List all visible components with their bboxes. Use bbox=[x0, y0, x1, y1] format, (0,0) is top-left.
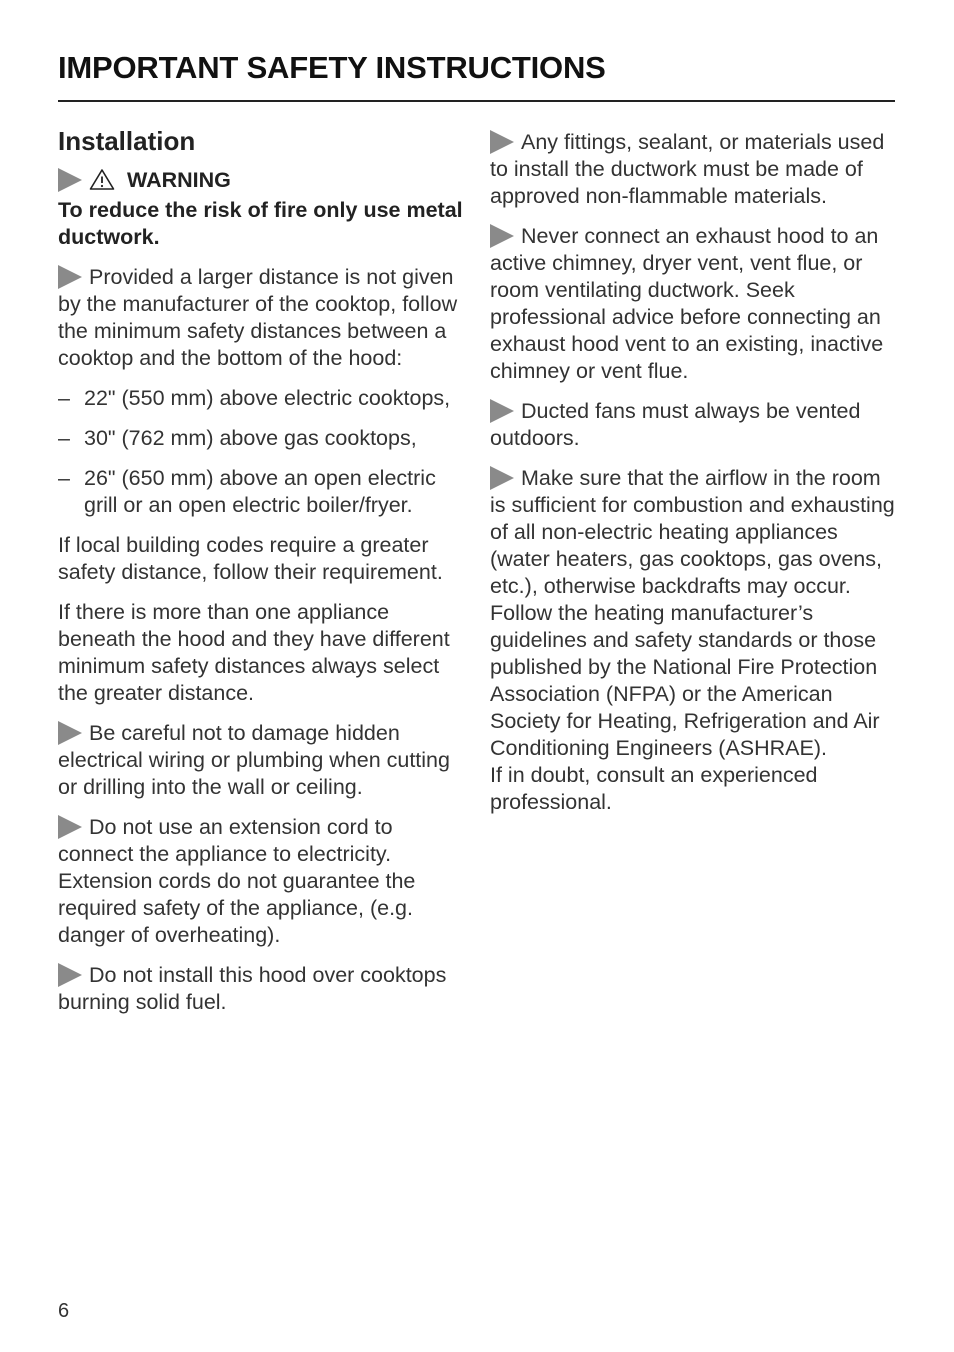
paragraph-text: Do not use an extension cord to connect the appliance to electricity. Extension cords do not guarantee the required safety of the appliance, (e.g. danger of overheating). bbox=[58, 815, 416, 947]
paragraph-hidden-wiring bbox=[58, 720, 463, 801]
warning-heading bbox=[58, 167, 463, 197]
warning-triangle-icon bbox=[89, 168, 115, 197]
list-item bbox=[58, 425, 463, 452]
paragraph-distances bbox=[58, 264, 463, 372]
page-title: IMPORTANT SAFETY INSTRUCTIONS bbox=[58, 50, 606, 85]
list-item-text: 30" (762 mm) above gas cooktops, bbox=[84, 426, 417, 450]
left-column bbox=[58, 125, 463, 1029]
paragraph-text: Be careful not to damage hidden electrical wiring or plumbing when cutting or drilling into the wall or ceiling. bbox=[58, 721, 450, 799]
paragraph-ducted-fans bbox=[490, 398, 895, 452]
title-rule bbox=[58, 100, 895, 102]
paragraph-text: Provided a larger distance is not given by the manufacturer of the cooktop, follow the minimum safety distances between a cooktop and the bottom of the hood: bbox=[58, 265, 458, 370]
paragraph-multiple-appliances: If there is more than one appliance beneath the hood and they have different minimum safety distances always select the greater distance. bbox=[58, 600, 450, 705]
bullet-arrow-icon bbox=[490, 466, 514, 490]
dash-bullet: – bbox=[58, 386, 70, 410]
list-item-text: 26" (650 mm) above an open electric grill or an open electric boiler/fryer. bbox=[84, 466, 436, 517]
bullet-arrow-icon bbox=[58, 963, 82, 987]
dash-bullet: – bbox=[58, 466, 70, 490]
paragraph-extension-cord bbox=[58, 814, 463, 949]
paragraph-text: Do not install this hood over cooktops burning solid fuel. bbox=[58, 963, 447, 1014]
section-title: Installation bbox=[58, 126, 196, 156]
bullet-arrow-icon bbox=[490, 224, 514, 248]
warning-text: To reduce the risk of fire only use metal ductwork. bbox=[58, 198, 463, 249]
page-number: 6 bbox=[58, 1300, 70, 1322]
bullet-arrow-icon bbox=[490, 399, 514, 423]
paragraph-airflow bbox=[490, 465, 895, 762]
bullet-arrow-icon bbox=[490, 130, 514, 154]
right-column bbox=[490, 129, 895, 829]
dash-bullet: – bbox=[58, 426, 70, 450]
paragraph-consult: If in doubt, consult an experienced professional. bbox=[490, 763, 818, 814]
bullet-arrow-icon bbox=[58, 168, 82, 192]
paragraph-text: Ducted fans must always be vented outdoors. bbox=[490, 399, 861, 450]
bullet-arrow-icon bbox=[58, 721, 82, 745]
bullet-arrow-icon bbox=[58, 265, 82, 289]
paragraph-solid-fuel bbox=[58, 962, 463, 1016]
list-item-text: 22" (550 mm) above electric cooktops, bbox=[84, 386, 451, 410]
paragraph-text: Never connect an exhaust hood to an active chimney, dryer vent, vent flue, or room ventilating ductwork. Seek professional advice before connecting an exhaust hood vent to an existing, inactive chimney or vent flue. bbox=[490, 224, 884, 383]
list-item bbox=[58, 465, 463, 519]
paragraph-chimney bbox=[490, 223, 895, 385]
paragraph-building-codes: If local building codes require a greater safety distance, follow their requirement. bbox=[58, 533, 443, 584]
warning-label: WARNING bbox=[127, 168, 231, 192]
bullet-arrow-icon bbox=[58, 815, 82, 839]
paragraph-fittings bbox=[490, 129, 895, 210]
paragraph-text: Make sure that the airflow in the room is sufficient for combustion and exhausting of all non-electric heating appliances (water heaters, gas cooktops, gas ovens, etc.), otherwise backdrafts may occur. Follow the heating manufacturer’s guidelines and safety standards or those published by the National Fire Protection Association (NFPA) or the American Society for Heating, Refrigeration and Air Conditioning Engineers (ASHRAE). bbox=[490, 466, 895, 760]
paragraph-text: Any fittings, sealant, or materials used to install the ductwork must be made of approved non-flammable materials. bbox=[490, 130, 885, 208]
list-item bbox=[58, 385, 463, 412]
